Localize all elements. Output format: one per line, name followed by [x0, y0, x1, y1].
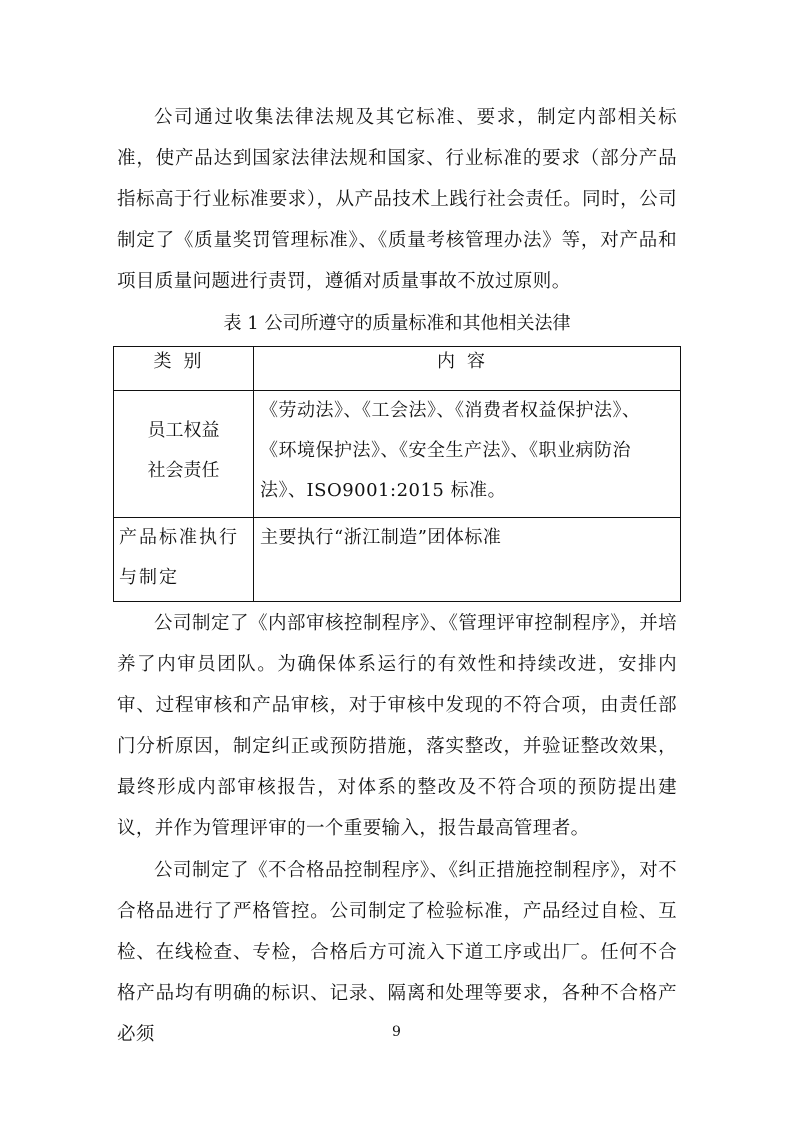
table-row — [114, 518, 681, 602]
row1-content-line1: 《劳动法》、《工会法》、《消费者权益保护法》、 — [260, 400, 641, 421]
row2-category-line1: 产品标准执行 — [119, 527, 239, 548]
standards-table — [113, 346, 681, 602]
row1-category-line2: 社会责任 — [147, 460, 220, 481]
paragraph-nonconforming-control: 公司制定了《不合格品控制程序》、《纠正措施控制程序》，对不合格品进行了严格管控。公司制定了检验标准，产品经过自检、互检、在线检查、专检，合格后方可流入下道工序或出厂。任何不合格产品均有明确的标识、记录、隔离和处理等要求，各种不合格产必须 — [117, 860, 677, 1045]
table-header-row — [114, 347, 681, 391]
row1-content-line2: 《环境保护法》、《安全生产法》、《职业病防治 — [260, 440, 631, 461]
row1-category-line1: 员工权益 — [147, 420, 220, 441]
row2-category-line2: 与制定 — [119, 567, 179, 588]
row2-content — [254, 518, 681, 602]
header-content: 内容 — [254, 347, 681, 391]
table-row — [114, 391, 681, 518]
header-category: 类别 — [114, 347, 254, 391]
row2-content-text: 主要执行“浙江制造”团体标准 — [260, 527, 502, 548]
paragraph-internal-audit: 公司制定了《内部审核控制程序》、《管理评审控制程序》，并培养了内审员团队。为确保体系运行的有效性和持续改进，安排内审、过程审核和产品审核，对于审核中发现的不符合项，由责任部门分析原因，制定纠正或预防措施，落实整改，并验证整改效果，最终形成内部审核报告，对体系的整改及不符合项的预防提出建议，并作为管理评审的一个重要输入，报告最高管理者。 — [117, 613, 677, 839]
row1-content — [254, 391, 681, 518]
table-caption: 表 1 公司所遵守的质量标准和其他相关法律 — [223, 313, 571, 334]
paragraph-quality-standards: 公司通过收集法律法规及其它标准、要求，制定内部相关标准，使产品达到国家法律法规和国家、行业标准的要求（部分产品指标高于行业标准要求），从产品技术上践行社会责任。同时，公司制定了《质量奖罚管理标准》、《质量考核管理办法》等，对产品和项目质量问题进行责罚，遵循对质量事故不放过原则。 — [117, 107, 677, 292]
row2-category — [114, 518, 254, 602]
row1-category — [114, 391, 254, 518]
page-number: 9 — [392, 1024, 401, 1040]
row1-content-line3: 法》、ISO9001:2015 标准。 — [260, 480, 507, 501]
